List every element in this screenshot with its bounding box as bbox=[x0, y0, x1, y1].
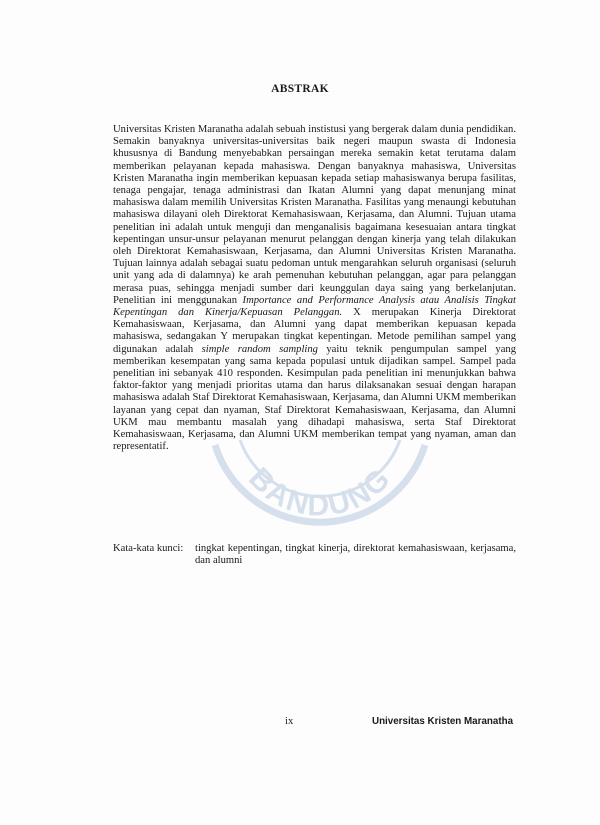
page-title: ABSTRAK bbox=[271, 83, 329, 95]
footer-page-number: ix bbox=[285, 716, 294, 727]
footer-university-name: Universitas Kristen Maranatha bbox=[372, 716, 514, 727]
abstract-body bbox=[113, 124, 516, 453]
keywords-text: tingkat kepentingan, tingkat kinerja, direktorat kemahasiswaan, kerjasama, dan alumni bbox=[195, 543, 516, 567]
abstract-italic-run: Importance and Performance Analysis atau Analisis Tingkat Kepentingan dan Kinerja/Kepuasan Pelanggan. bbox=[113, 294, 516, 319]
abstract-text-run: yaitu teknik pengumpulan sampel yang memberikan kesempatan yang sama kepada populasi untuk dijadikan sampel. Sampel pada penelitian ini sebanyak 410 responden. Kesimpulan pada penelitian ini menunjukkan bahwa faktor-faktor yang menjadi prioritas utama dan harus dilaksanakan sesuai dengan harapan mahasiswa adalah Staf Direktorat Kemahasiswaan, Kerjasama, dan Alumni UKM memberikan layanan yang cepat dan nyaman, Staf Direktorat Kemahasiswaan, Kerjasama, dan Alumni UKM mau membantu masalah yang dihadapi mahasiswa, serta Staf Direktorat Kemahasiswaan, Kerjasama, dan Alumni UKM memberikan tempat yang nyaman, aman dan representatif. bbox=[113, 343, 517, 453]
keywords-block bbox=[113, 543, 516, 567]
abstract-text-run: Universitas Kristen Maranatha adalah sebuah instistusi yang bergerak dalam dunia pendidikan. Semakin banyaknya universitas-universitas baik negeri maupun swasta di Indonesia khususnya di Bandung menyebabkan persaingan mereka semakin ketat terutama dalam memberikan pelayanan kepada mahasiswa. Dengan banyaknya mahasiswa, Universitas Kristen Maranatha ingin memberikan kepuasan kepada setiap mahasiswanya berupa fasilitas, tenaga pengajar, tenaga administrasi dan Ikatan Alumni yang dapat menunjang minat mahasiswa dalam memilih Universitas Kristen Maranatha. Fasilitas yang menaungi kebutuhan mahasiswa dilayani oleh Direktorat Kemahasiswaan, Kerjasama, dan Alumni. Tujuan utama penelitian ini adalah untuk menguji dan menganalisis bagaimana kesesuaian antara tingkat kepentingan unsur-unsur pelayanan menurut pelanggan dengan kinerja yang telah dilakukan oleh Direktorat Kemahasiswaan, Kerjasama, dan Alumni Universitas Kristen Maranatha. Tujuan lainnya adalah sebagai suatu pedoman untuk mengarahkan seluruh organisasi (seluruh unit yang ada di dalamnya) ke arah pemenuhan kebutuhan pelanggan, agar para pelanggan merasa puas, sehingga menjadi sumber dari keunggulan daya saing yang berkelanjutan. Penelitian ini menggunakan bbox=[113, 124, 516, 306]
abstract-text-run: X merupakan Kinerja Direktorat Kemahasiswaan, Kerjasama, dan Alumni yang dapat memberikan kepuasan kepada mahasiswa, sedangakan Y merupakan tingkat kepentingan. Metode pemilihan sampel yang digunakan adalah bbox=[113, 307, 516, 355]
abstract-italic-run: simple random sampling bbox=[201, 343, 318, 355]
keywords-label: Kata-kata kunci: bbox=[113, 543, 184, 554]
seal-text: BANDUNG bbox=[242, 461, 398, 523]
